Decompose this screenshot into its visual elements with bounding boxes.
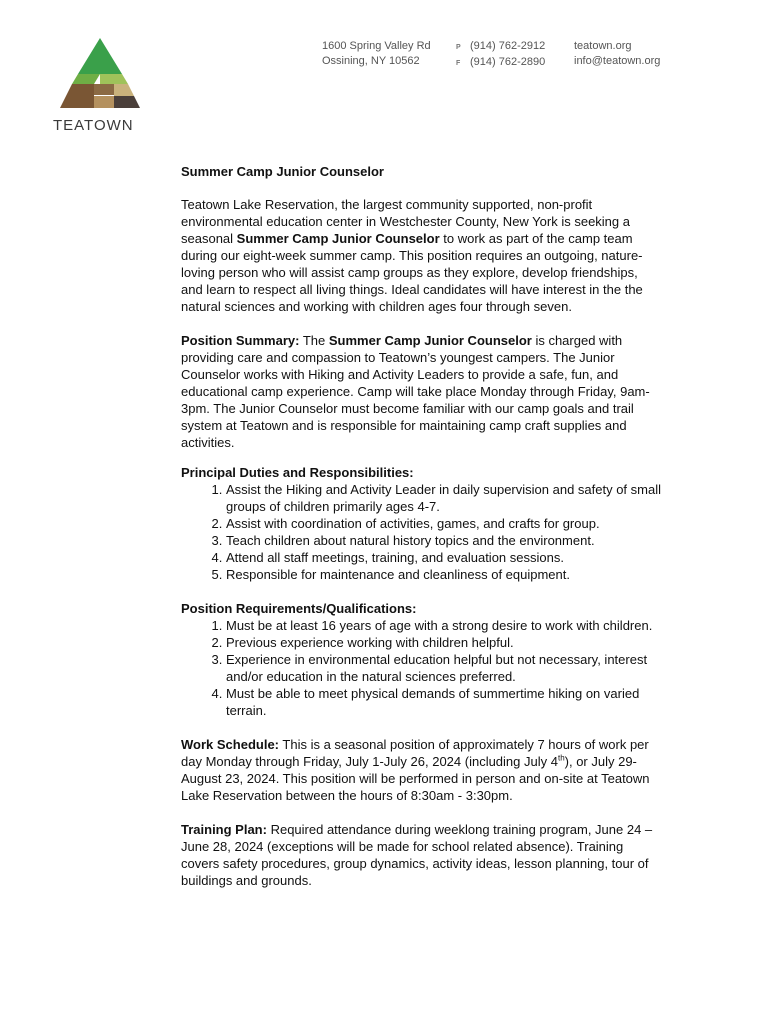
- fax-number: (914) 762-2890: [470, 56, 546, 68]
- address-block: [322, 39, 431, 69]
- job-title: Summer Camp Junior Counselor: [181, 164, 384, 179]
- training-label: Training Plan:: [181, 822, 267, 837]
- schedule-paragraph: [181, 736, 661, 804]
- training-paragraph: [181, 821, 661, 889]
- summary-label: Position Summary:: [181, 333, 300, 348]
- summary-paragraph: [181, 332, 661, 451]
- phone-block: [456, 39, 545, 71]
- intro-text-2: to work as part of the camp team during our eight-week summer camp. This position requires an outgoing, nature-loving person who will assist camp groups as they explore, develop friendships, and learn to respect all living things. Ideal candidates will have interest in the the natural sciences and working with children ages four through seven.: [181, 231, 643, 314]
- email-link[interactable]: info@teatown.org: [574, 55, 661, 67]
- summary-text: is charged with providing care and compassion to Teatown’s youngest campers. The Junior Counselor works with Hiking and Activity Leaders to provide a safe, fun, and educational camp experience. Camp will take place Monday through Friday, 9am-3pm. The Junior Counselor must become familiar with our camp goals and trail system at Teatown and is responsible for maintaining camp craft supplies and activities.: [181, 333, 650, 450]
- summary-bold: Summer Camp Junior Counselor: [328, 333, 532, 348]
- summary-pre: The: [299, 333, 329, 348]
- list-item: 2. Previous experience working with children helpful.: [226, 634, 661, 651]
- schedule-text-2: ), or July 29-August 23, 2024. This position will be performed in person and on-site at Teatown Lake Reservation between the hours of 8:30am - 3:30pm.: [181, 754, 650, 803]
- intro-bold: Summer Camp Junior Counselor: [236, 231, 440, 246]
- schedule-text-1: This is a seasonal position of approximately 7 hours of work per day Monday through Friday, July 1-July 26, 2024 (including July 4: [181, 737, 649, 769]
- training-text: Required attendance during weeklong training program, June 24 – June 28, 2024 (exceptions will be made for school related absence). Training covers safety procedures, group dynamics, activity ideas, lesson planning, tour of buildings and grounds.: [181, 822, 653, 888]
- list-item: 5. Responsible for maintenance and cleanliness of equipment.: [226, 566, 661, 583]
- requirements-heading: Position Requirements/Qualifications:: [181, 601, 417, 616]
- duties-heading: Principal Duties and Responsibilities:: [181, 465, 414, 480]
- requirements-section: [181, 600, 661, 719]
- list-item: 2. Assist with coordination of activities, games, and crafts for group.: [226, 515, 661, 532]
- website-link[interactable]: teatown.org: [574, 40, 632, 52]
- duties-section: [181, 464, 661, 583]
- list-item: 1. Must be at least 16 years of age with a strong desire to work with children.: [226, 617, 661, 634]
- intro-text-1: Teatown Lake Reservation, the largest community supported, non-profit environmental education center in Westchester County, New York is seeking a seasonal: [181, 197, 630, 246]
- address-line-2: Ossining, NY 10562: [322, 55, 420, 67]
- address-line-1: 1600 Spring Valley Rd: [322, 40, 431, 52]
- phone-number: (914) 762-2912: [470, 40, 546, 52]
- requirements-list: [181, 617, 661, 719]
- schedule-label: Work Schedule:: [181, 737, 280, 752]
- duties-list: [181, 481, 661, 583]
- phone-key: P: [456, 44, 461, 51]
- logo-mark-icon: [60, 36, 140, 108]
- intro-paragraph: [181, 196, 661, 315]
- list-item: 4. Must be able to meet physical demands of summertime hiking on varied terrain.: [226, 685, 661, 719]
- job-description: [181, 163, 661, 906]
- list-item: 4. Attend all staff meetings, training, and evaluation sessions.: [226, 549, 661, 566]
- list-item: 1. Assist the Hiking and Activity Leader in daily supervision and safety of small groups of children primarily ages 4-7.: [226, 481, 661, 515]
- web-block: [574, 39, 660, 69]
- list-item: 3. Experience in environmental education helpful but not necessary, interest and/or education in the natural sciences preferred.: [226, 651, 661, 685]
- list-item: 3. Teach children about natural history topics and the environment.: [226, 532, 661, 549]
- fax-key: F: [456, 60, 461, 67]
- schedule-sup: th: [557, 753, 565, 763]
- brand-name: TEATOWN: [53, 117, 134, 134]
